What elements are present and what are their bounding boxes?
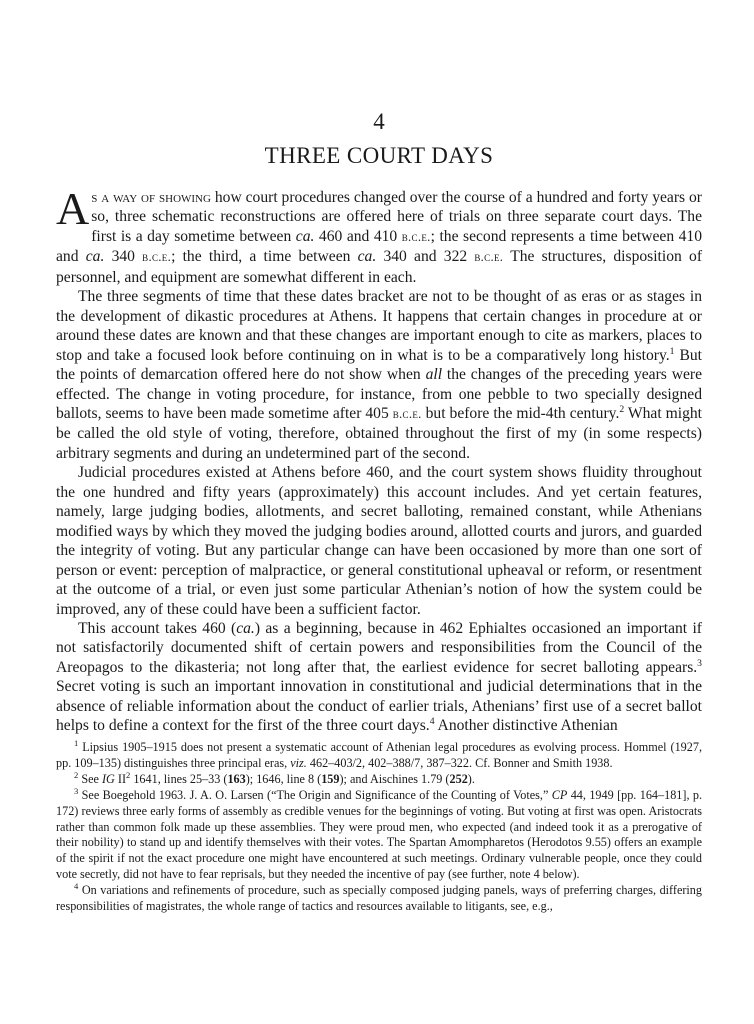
footnote-2: $^2$ See IG $II^2$ 1641, lines 25–33 (163); 1646, line 8 (159); and Aischines 1.79 (252). — [74, 769, 475, 786]
footnotes — [56, 737, 702, 915]
footnote-ref[interactable]: 2 — [619, 403, 625, 415]
footnote-1: $^1$ Lipsius 1905–1915 does not present a systematic account of Athenian legal procedures as evolving process. Hommel (1927, pp. 109–135) distinguishes three principal eras, viz. 462–403/2, 402–388/7, 387–322. Cf. Bonner and Smith 1938. — [56, 737, 702, 770]
footnote-4: $^4$ On variations and refinements of procedure, such as specially composed judging panels, ways of preferring charges, differing responsibilities of magistrates, the whole range of tactics and resources available to litigants, see, e.g., — [56, 881, 702, 914]
paragraph-2: The three segments of time that these dates bracket are not to be thought of as eras or as stages in the development of dikastic procedures at Athens. It happens that certain changes in procedure at or around these dates are known and that these changes are important enough to cite as markers, places to stop and take a focused look before continuing on in what is to be a comparatively long history.$^1$ But the points of demarcation offered here do not show when all the changes of the preceding years were effected. The change in voting procedure, for instance, from one pebble to two specially designed ballots, seems to have been made sometime after 405 b.c.e. but before the mid-4th century.$^2$ What might be called the old style of voting, therefore, obtained throughout the first of my (in some respects) arbitrary segments and during an undetermined part of the second. — [56, 288, 703, 462]
drop-cap: A — [56, 183, 90, 234]
footnote-ref[interactable]: 4 — [429, 716, 435, 728]
chapter-title: THREE COURT DAYS — [264, 143, 494, 168]
paragraph-4: This account takes 460 (ca.) as a beginning, because in 462 Ephialtes occasioned an important if not satisfactorily documented shift of certain powers and responsibilities from the Council of the Areopagos to the dikasteria; not long after that, the earliest evidence for secret balloting appears.$^3$ Secret voting is such an important innovation in constitutional and judicial determinations that in the absence of reliable information about the conduct of earlier trials, Athenians’ first use of a secret ballot helps to define a context for the first of the three court days.$^4$ Another distinctive Athenian — [56, 619, 702, 735]
footnote-3: $^3$ See Boegehold 1963. J. A. O. Larsen (“The Origin and Significance of the Counting of Votes,” CP 44, 1949 [pp. 164–181], p. 172) reviews three early forms of assembly as credible venues for the beginnings of voting. But voting at first was open. Aristocrats rather than common folk made up these assemblies. They were proud men, who expected (and indeed took it as a prerogative of their nobility) to stand up and identify themselves with their votes. The Spartan Amompharetos (Herodotos 9.55) offers an example of the spirit if not the exact procedure one might have encountered at such meetings. Ordinary vulnerable people, once they could vote secretly, did not have to fear reprisals, but they needed the incentive of pay (see further, note 4 below). — [56, 785, 702, 882]
paragraph-1: As a way of showing how court procedures changed over the course of a hundred and forty years or so, three schematic reconstructions are offered here of trials on three separate court days. The first is a day sometime between ca. 460 and 410 b.c.e.; the second represents a time between 410 and ca. 340 b.c.e.; the third, a time between ca. 340 and 322 b.c.e. The structures, disposition of personnel, and equipment are somewhat different in each. — [56, 183, 703, 286]
lead-in: s a way of showing — [91, 189, 211, 206]
footnote-ref[interactable]: 1 — [669, 345, 675, 357]
chapter-number: 4 — [373, 109, 385, 134]
footnote-ref[interactable]: 3 — [697, 657, 702, 669]
paragraph-3: Judicial procedures existed at Athens before 460, and the court system shows fluidity throughout the one hundred and fifty years (approximately) this account includes. And yet certain features, namely, large judging bodies, allotments, and secret balloting, remained constant, while Athenians modified ways by which they moved the judging bodies around, allotted courts and jurors, and guarded the integrity of voting. But any particular change can have been occasioned by more than one sort of person or event: perception of malpractice, or general constitutional upheaval or reform, or resentment at the outcome of a trial, or even just some particular Athenian’s notion of how the system could be improved, any of these could have been a sufficient factor. — [56, 464, 702, 618]
body-text — [56, 183, 703, 736]
page — [56, 108, 702, 736]
